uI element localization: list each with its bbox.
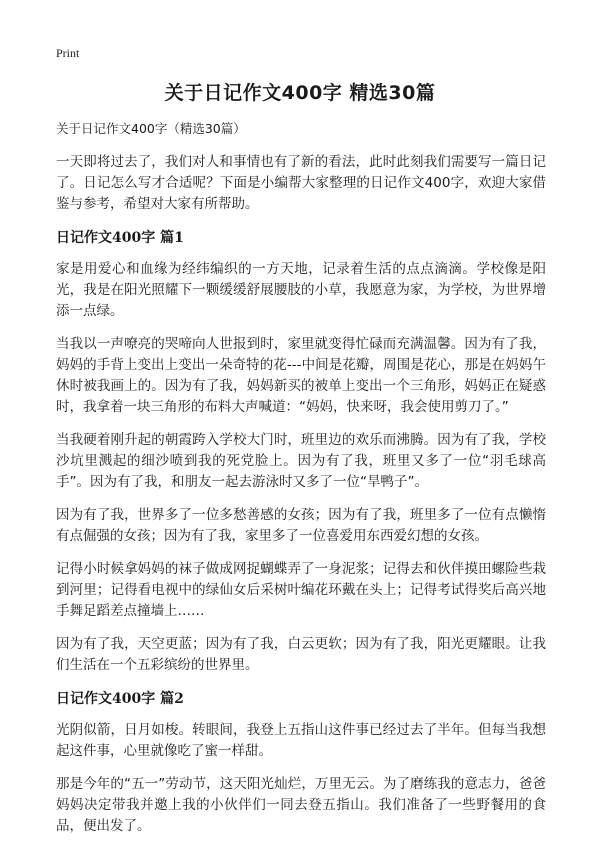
- page-title: 关于日记作文400字 精选30篇: [164, 82, 436, 104]
- intro-paragraph: 一天即将过去了，我们对人和事情也有了新的看法，此时此刻我们需要写一篇日记了。日记怎么写才合适呢？下面是小编帮大家整理的日记作文400字，欢迎大家借鉴与参考，希望对大家有所帮助。: [56, 154, 546, 212]
- section-1-paragraph-1: 家是用爱心和血缘为经纬编织的一方天地，记录着生活的点点滴滴。学校像是阳光，我是在阳光照耀下一颗缓缓舒展腰肢的小草，我愿意为家，为学校，为世界增添一点绿。: [56, 261, 546, 319]
- section-1-paragraph-5: 记得小时候拿妈妈的袜子做成网捉蝴蝶弄了一身泥浆；记得去和伙伴摸田螺险些栽到河里；记得看电视中的绿仙女后采树叶编花环戴在头上；记得考试得奖后高兴地手舞足蹈差点撞墙上……: [56, 561, 546, 619]
- document-body: [56, 120, 546, 849]
- section-1-paragraph-4: 因为有了我，世界多了一位多愁善感的女孩；因为有了我，班里多了一位有点懒惰有点倔强的女孩；因为有了我，家里多了一位喜爱用东西爱幻想的女孩。: [56, 507, 546, 544]
- document-subtitle: 关于日记作文400字（精选30篇）: [56, 121, 246, 136]
- section-1-paragraph-3: 当我硬着刚升起的朝霞跨入学校大门时，班里边的欢乐而沸腾。因为有了我，学校沙坑里溅起的细沙喷到我的死党脸上。因为有了我，班里又多了一位“羽毛球高手”。因为有了我，和朋友一起去游泳时又多了一位“旱鸭子”。: [56, 432, 546, 490]
- section-2-paragraph-2: 那是今年的“五一”劳动节，这天阳光灿烂，万里无云。为了磨练我的意志力，爸爸妈妈决定带我并邀上我的小伙伴们一同去登五指山。我们准备了一些野餐用的食品，便出发了。: [56, 776, 546, 834]
- section-1-paragraph-6: 因为有了我，天空更蓝；因为有了我，白云更软；因为有了我，阳光更耀眼。让我们生活在一个五彩缤纷的世界里。: [56, 636, 546, 673]
- print-label: Print: [56, 46, 80, 60]
- section-heading-1: 日记作文400字 篇1: [56, 230, 184, 246]
- section-heading-2: 日记作文400字 篇2: [56, 691, 184, 707]
- section-2-paragraph-1: 光阴似箭，日月如梭。转眼间，我登上五指山这件事已经过去了半年。但每当我想起这件事，心里就像吃了蜜一样甜。: [56, 722, 546, 759]
- section-1-paragraph-2: 当我以一声嘹亮的哭啼向人世报到时，家里就变得忙碌而充满温馨。因为有了我，妈妈的手背上变出上变出一朵奇特的花---中间是花瓣，周围是花心，那是在妈妈午休时被我画上的。因为有了我，妈妈新买的被单上变出一个三角形，妈妈正在疑惑时，我拿着一块三角形的布料大声喊道：“妈妈，快来呀，我会使用剪刀了。”: [56, 336, 546, 415]
